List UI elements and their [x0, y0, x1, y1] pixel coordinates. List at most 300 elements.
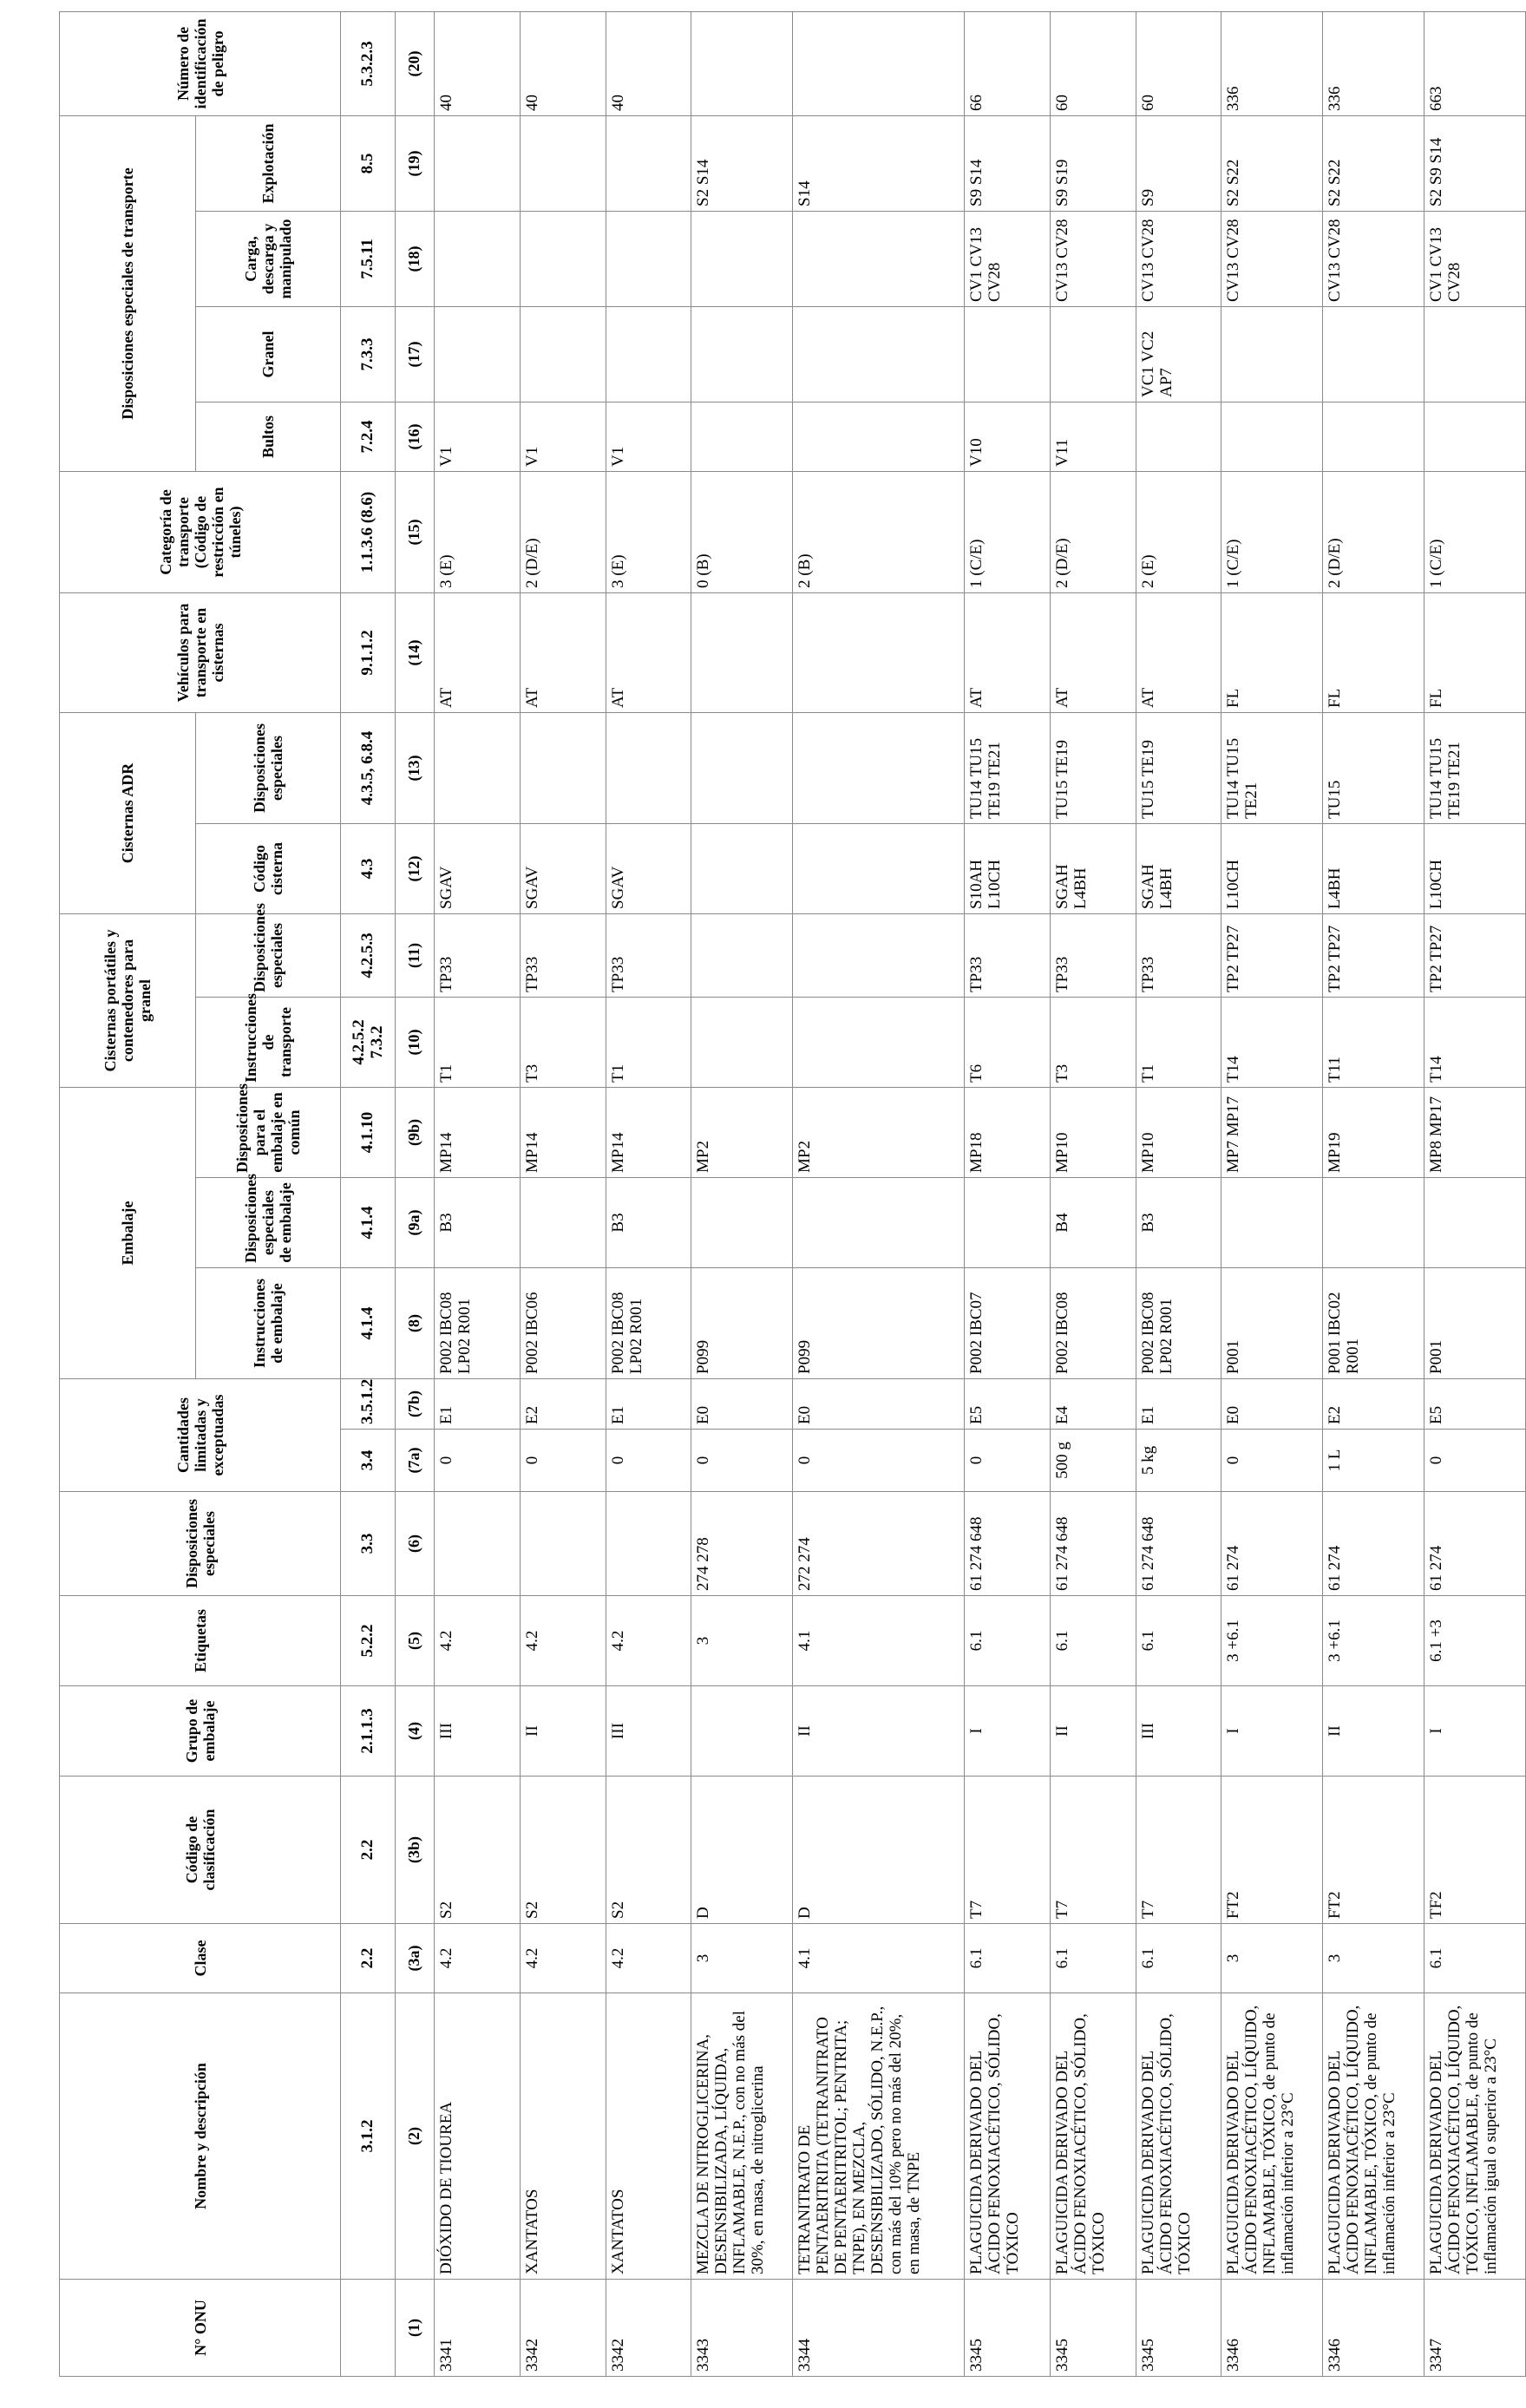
table-cell: S9 — [1136, 115, 1221, 211]
table-cell: 272 274 — [793, 1492, 965, 1596]
header-etiquetas: Etiquetas — [60, 1596, 341, 1686]
table-cell: 500 g — [1050, 1430, 1136, 1492]
table-cell — [691, 306, 793, 402]
table-cell — [691, 402, 793, 471]
table-cell: II — [1050, 1686, 1136, 1777]
table-cell: I — [964, 1686, 1050, 1777]
table-cell: 3346 — [1323, 2280, 1424, 2377]
table-cell: 2 (E) — [1136, 471, 1221, 592]
table-cell: 3 — [1221, 1924, 1323, 1993]
header-embalaje-disp-especiales: Disposiciones especiales de embalaje — [196, 1178, 341, 1268]
table-cell: S2 S22 — [1323, 115, 1424, 211]
table-cell: TP33 — [606, 913, 691, 997]
table-cell: TP33 — [964, 913, 1050, 997]
table-cell: MP14 — [606, 1087, 691, 1177]
table-cell: L10CH — [1221, 823, 1323, 913]
table-cell: S2 S22 — [1221, 115, 1323, 211]
table-cell — [1424, 1178, 1526, 1268]
rotated-table-stage — [59, 18, 1501, 2377]
table-cell: 61 274 — [1323, 1492, 1424, 1596]
reference-cell: 4.2.5.3 — [341, 913, 396, 997]
table-cell: E1 — [606, 1379, 691, 1430]
table-cell: P001 — [1424, 1268, 1526, 1379]
table-cell: B3 — [434, 1178, 520, 1268]
table-cell: PLAGUICIDA DERIVADO DEL ÁCIDO FENOXIACÉTICO, LÍQUIDO, INFLAMABLE, TÓXICO, de punto de inflamación inferior a 23°C — [1221, 1993, 1323, 2280]
column-number-cell: (1) — [395, 2280, 434, 2377]
table-cell: P002 IBC08 — [1050, 1268, 1136, 1379]
table-cell: CV13 CV28 — [1136, 211, 1221, 306]
column-number-cell: (3b) — [395, 1777, 434, 1924]
table-cell: TP33 — [520, 913, 606, 997]
table-cell: SGAV — [606, 823, 691, 913]
header-cisternas-portatiles: Cisternas portátiles y contenedores para granel — [60, 913, 196, 1087]
table-cell — [793, 997, 965, 1087]
table-cell: T1 — [434, 997, 520, 1087]
table-cell — [793, 1178, 965, 1268]
table-cell: 336 — [1221, 11, 1323, 115]
table-cell: FT2 — [1323, 1777, 1424, 1924]
table-cell: P099 — [691, 1268, 793, 1379]
table-cell: 2 (D/E) — [520, 471, 606, 592]
table-cell: 1 (C/E) — [964, 471, 1050, 592]
table-cell: 40 — [434, 11, 520, 115]
table-cell: 0 — [964, 1430, 1050, 1492]
reference-cell: 4.2.5.2 7.3.2 — [341, 997, 396, 1087]
table-cell: 0 (B) — [691, 471, 793, 592]
reference-cell: 5.3.2.3 — [341, 11, 396, 115]
table-cell: T14 — [1221, 997, 1323, 1087]
table-cell: 3342 — [520, 2280, 606, 2377]
table-cell: 4.2 — [606, 1596, 691, 1686]
table-cell: CV13 CV28 — [1323, 211, 1424, 306]
table-cell: E0 — [1221, 1379, 1323, 1430]
column-number-cell: (18) — [395, 211, 434, 306]
table-cell: TU14 TU15 TE21 — [1221, 712, 1323, 823]
reference-cell: 4.1.4 — [341, 1178, 396, 1268]
table-cell: 0 — [1221, 1430, 1323, 1492]
table-cell: T7 — [964, 1777, 1050, 1924]
table-cell: S14 — [793, 115, 965, 211]
table-cell: 336 — [1323, 11, 1424, 115]
table-cell: MP10 — [1136, 1087, 1221, 1177]
reference-cell: 5.2.2 — [341, 1596, 396, 1686]
table-cell — [606, 306, 691, 402]
table-cell — [964, 306, 1050, 402]
table-cell: P099 — [793, 1268, 965, 1379]
reference-cell: 7.3.3 — [341, 306, 396, 402]
table-cell — [1424, 306, 1526, 402]
table-cell: FL — [1323, 592, 1424, 712]
column-number-cell: (9b) — [395, 1087, 434, 1177]
table-cell: MP18 — [964, 1087, 1050, 1177]
column-number-cell: (4) — [395, 1686, 434, 1777]
table-cell — [520, 712, 606, 823]
header-disposiciones-especiales: Disposiciones especiales — [60, 1492, 341, 1596]
table-cell: P002 IBC08 LP02 R001 — [434, 1268, 520, 1379]
table-cell: 3 (E) — [434, 471, 520, 592]
table-cell: 663 — [1424, 11, 1526, 115]
table-cell: 3342 — [606, 2280, 691, 2377]
reference-cell: 8.5 — [341, 115, 396, 211]
header-adr-disposiciones: Disposiciones especiales — [196, 712, 341, 823]
table-cell: 4.2 — [434, 1596, 520, 1686]
table-cell — [1323, 306, 1424, 402]
table-cell: T7 — [1136, 1777, 1221, 1924]
table-cell: 40 — [606, 11, 691, 115]
table-cell: TP2 TP27 — [1424, 913, 1526, 997]
column-number-cell: (11) — [395, 913, 434, 997]
header-explotacion: Explotación — [196, 115, 341, 211]
table-cell: E0 — [793, 1379, 965, 1430]
table-row — [1221, 11, 1323, 2376]
table-cell — [793, 306, 965, 402]
header-clase: Clase — [60, 1924, 341, 1993]
table-cell: V1 — [606, 402, 691, 471]
table-cell: TU14 TU15 TE19 TE21 — [964, 712, 1050, 823]
reference-cell: 4.1.10 — [341, 1087, 396, 1177]
table-cell: 2 (D/E) — [1050, 471, 1136, 592]
table-cell — [691, 997, 793, 1087]
table-cell: TU15 TE19 — [1136, 712, 1221, 823]
table-cell: TP2 TP27 — [1323, 913, 1424, 997]
reference-cell: 2.2 — [341, 1777, 396, 1924]
table-cell: T3 — [1050, 997, 1136, 1087]
table-cell: AT — [964, 592, 1050, 712]
table-cell: E1 — [434, 1379, 520, 1430]
column-number-cell: (20) — [395, 11, 434, 115]
header-cantidades: Cantidades limitadas y exceptuadas — [60, 1379, 341, 1492]
table-cell: T3 — [520, 997, 606, 1087]
table-cell — [691, 823, 793, 913]
table-cell — [691, 1686, 793, 1777]
table-cell: D — [793, 1777, 965, 1924]
table-cell — [434, 1492, 520, 1596]
header-carga: Carga, descarga y manipulado — [196, 211, 341, 306]
table-cell: III — [1136, 1686, 1221, 1777]
table-row — [691, 11, 793, 2376]
table-cell: MP10 — [1050, 1087, 1136, 1177]
table-cell: T6 — [964, 997, 1050, 1087]
table-cell: SGAH L4BH — [1136, 823, 1221, 913]
table-cell — [793, 211, 965, 306]
table-cell: TU14 TU15 TE19 TE21 — [1424, 712, 1526, 823]
column-number-cell: (15) — [395, 471, 434, 592]
table-cell — [434, 115, 520, 211]
table-cell: 4.2 — [606, 1924, 691, 1993]
table-cell: II — [1323, 1686, 1424, 1777]
table-cell: I — [1424, 1686, 1526, 1777]
table-cell: MP7 MP17 — [1221, 1087, 1323, 1177]
table-cell: 61 274 648 — [1050, 1492, 1136, 1596]
table-cell: 0 — [793, 1430, 965, 1492]
column-number-cell: (12) — [395, 823, 434, 913]
table-cell — [793, 592, 965, 712]
table-cell: III — [434, 1686, 520, 1777]
table-cell — [1221, 1178, 1323, 1268]
header-cp-instrucciones: Instrucciones de transporte — [196, 997, 341, 1087]
table-cell: S9 S14 — [964, 115, 1050, 211]
table-cell: 2 (D/E) — [1323, 471, 1424, 592]
table-cell: E2 — [1323, 1379, 1424, 1430]
table-cell: MEZCLA DE NITROGLICERINA, DESENSIBILIZADA, LÍQUIDA, INFLAMABLE, N.E.P., con no más del 30%, en masa, de nitroglicerina — [691, 1993, 793, 2280]
table-cell: T11 — [1323, 997, 1424, 1087]
table-cell: 3 (E) — [606, 471, 691, 592]
table-cell: MP2 — [793, 1087, 965, 1177]
table-cell: V1 — [434, 402, 520, 471]
column-number-cell: (7b) — [395, 1379, 434, 1430]
table-cell: AT — [434, 592, 520, 712]
table-row — [1424, 11, 1526, 2376]
header-disp-transporte: Disposiciones especiales de transporte — [60, 115, 196, 471]
reference-cell: 7.2.4 — [341, 402, 396, 471]
table-row — [434, 11, 520, 2376]
table-row — [520, 11, 606, 2376]
table-cell: E5 — [1424, 1379, 1526, 1430]
table-cell: 4.2 — [434, 1924, 520, 1993]
table-cell: AT — [520, 592, 606, 712]
table-cell: FL — [1221, 592, 1323, 712]
table-cell: P002 IBC08 LP02 R001 — [606, 1268, 691, 1379]
table-cell — [793, 712, 965, 823]
table-cell: TP2 TP27 — [1221, 913, 1323, 997]
table-cell: PLAGUICIDA DERIVADO DEL ÁCIDO FENOXIACÉTICO, SÓLIDO, TÓXICO — [1050, 1993, 1136, 2280]
table-cell: E1 — [1136, 1379, 1221, 1430]
reference-cell: 3.3 — [341, 1492, 396, 1596]
table-row — [1323, 11, 1424, 2376]
table-cell: 4.1 — [793, 1596, 965, 1686]
table-cell: B3 — [1136, 1178, 1221, 1268]
table-cell: 6.1 — [1424, 1924, 1526, 1993]
table-cell: 1 (C/E) — [1424, 471, 1526, 592]
table-cell: 4.2 — [520, 1596, 606, 1686]
table-cell: P002 IBC06 — [520, 1268, 606, 1379]
table-row — [793, 11, 965, 2376]
header-peligro: Número de identificación de peligro — [60, 11, 341, 115]
header-categoria: Categoría de transporte (Código de restricción en túneles) — [60, 471, 341, 592]
table-cell: 0 — [1424, 1430, 1526, 1492]
table-cell: T14 — [1424, 997, 1526, 1087]
table-cell: 4.2 — [520, 1924, 606, 1993]
column-number-row — [395, 11, 434, 2376]
table-cell: 6.1 — [1136, 1596, 1221, 1686]
table-cell: L4BH — [1323, 823, 1424, 913]
table-cell: B3 — [606, 1178, 691, 1268]
table-cell — [1323, 1178, 1424, 1268]
table-cell — [606, 115, 691, 211]
header-adr-codigo: Código cisterna — [196, 823, 341, 913]
column-number-cell: (2) — [395, 1993, 434, 2280]
column-number-cell: (5) — [395, 1596, 434, 1686]
table-cell — [520, 1178, 606, 1268]
column-number-cell: (7a) — [395, 1430, 434, 1492]
table-cell: DIÓXIDO DE TIOUREA — [434, 1993, 520, 2280]
table-cell — [793, 11, 965, 115]
table-cell: XANTATOS — [520, 1993, 606, 2280]
table-cell: TF2 — [1424, 1777, 1526, 1924]
table-cell: TP33 — [1136, 913, 1221, 997]
table-cell — [691, 592, 793, 712]
table-cell: 1 (C/E) — [1221, 471, 1323, 592]
reference-cell — [341, 2280, 396, 2377]
table-cell: CV1 CV13 CV28 — [964, 211, 1050, 306]
reference-cell: 1.1.3.6 (8.6) — [341, 471, 396, 592]
table-cell: S2 S9 S14 — [1424, 115, 1526, 211]
table-cell: E5 — [964, 1379, 1050, 1430]
table-cell: AT — [1050, 592, 1136, 712]
reference-cell: 9.1.1.2 — [341, 592, 396, 712]
table-cell: SGAV — [520, 823, 606, 913]
table-cell: E2 — [520, 1379, 606, 1430]
table-cell — [520, 306, 606, 402]
header-nombre: Nombre y descripción — [60, 1993, 341, 2280]
table-cell: TU15 TE19 — [1050, 712, 1136, 823]
table-cell: 3347 — [1424, 2280, 1526, 2377]
table-cell: E4 — [1050, 1379, 1136, 1430]
table-cell — [1424, 402, 1526, 471]
table-cell: P001 IBC02 R001 — [1323, 1268, 1424, 1379]
column-number-cell: (13) — [395, 712, 434, 823]
table-cell: 3 — [691, 1596, 793, 1686]
table-cell — [793, 913, 965, 997]
table-cell: 60 — [1136, 11, 1221, 115]
column-number-cell: (17) — [395, 306, 434, 402]
table-cell: II — [793, 1686, 965, 1777]
table-cell: L10CH — [1424, 823, 1526, 913]
table-cell: I — [1221, 1686, 1323, 1777]
table-cell — [691, 712, 793, 823]
table-cell: S2 — [520, 1777, 606, 1924]
table-cell: III — [606, 1686, 691, 1777]
column-number-cell: (14) — [395, 592, 434, 712]
table-cell — [520, 211, 606, 306]
table-cell: 0 — [691, 1430, 793, 1492]
table-cell: V10 — [964, 402, 1050, 471]
table-cell — [793, 402, 965, 471]
table-cell: MP8 MP17 — [1424, 1087, 1526, 1177]
table-cell: E0 — [691, 1379, 793, 1430]
table-cell: 3345 — [1136, 2280, 1221, 2377]
table-cell: SGAV — [434, 823, 520, 913]
table-cell: S9 S19 — [1050, 115, 1136, 211]
table-cell: II — [520, 1686, 606, 1777]
header-cisternas-adr: Cisternas ADR — [60, 712, 196, 913]
table-cell: S2 S14 — [691, 115, 793, 211]
table-cell: CV13 CV28 — [1050, 211, 1136, 306]
table-cell — [434, 211, 520, 306]
table-cell — [691, 11, 793, 115]
header-onu: N° ONU — [60, 2280, 341, 2377]
reference-cell: 7.5.11 — [341, 211, 396, 306]
table-cell — [520, 115, 606, 211]
table-cell — [691, 1178, 793, 1268]
table-cell: SGAH L4BH — [1050, 823, 1136, 913]
table-cell: TU15 — [1323, 712, 1424, 823]
table-cell — [1221, 306, 1323, 402]
column-number-cell: (6) — [395, 1492, 434, 1596]
table-cell: XANTATOS — [606, 1993, 691, 2280]
table-cell: 3 +6.1 — [1221, 1596, 1323, 1686]
dangerous-goods-table — [59, 11, 1526, 2377]
table-body — [341, 11, 1526, 2376]
table-cell: AT — [1136, 592, 1221, 712]
table-cell: 4.1 — [793, 1924, 965, 1993]
header-embalaje-instrucciones: Instrucciones de embalaje — [196, 1268, 341, 1379]
table-cell — [1323, 402, 1424, 471]
table-cell: 3345 — [964, 2280, 1050, 2377]
table-cell: V1 — [520, 402, 606, 471]
table-cell — [1221, 402, 1323, 471]
header-codigo-clasificacion: Código de clasificación — [60, 1777, 341, 1924]
table-cell: FT2 — [1221, 1777, 1323, 1924]
table-cell: 6.1 +3 — [1424, 1596, 1526, 1686]
table-cell: FL — [1424, 592, 1526, 712]
table-cell: P001 — [1221, 1268, 1323, 1379]
table-cell — [606, 1492, 691, 1596]
table-cell: 3343 — [691, 2280, 793, 2377]
table-cell: MP14 — [520, 1087, 606, 1177]
table-cell: 6.1 — [1050, 1596, 1136, 1686]
table-row — [606, 11, 691, 2376]
table-cell — [793, 823, 965, 913]
table-cell: 0 — [434, 1430, 520, 1492]
table-cell: B4 — [1050, 1178, 1136, 1268]
table-cell: 66 — [964, 11, 1050, 115]
table-cell — [691, 211, 793, 306]
table-cell: 61 274 648 — [964, 1492, 1050, 1596]
table-cell — [1050, 306, 1136, 402]
reference-cell: 4.3 — [341, 823, 396, 913]
table-cell: 6.1 — [964, 1596, 1050, 1686]
table-cell: 6.1 — [964, 1924, 1050, 1993]
table-cell — [691, 913, 793, 997]
reference-cell: 3.1.2 — [341, 1993, 396, 2280]
table-cell: 3345 — [1050, 2280, 1136, 2377]
table-cell: 3 +6.1 — [1323, 1596, 1424, 1686]
table-cell — [520, 1492, 606, 1596]
table-cell: 2 (B) — [793, 471, 965, 592]
header-grupo-embalaje: Grupo de embalaje — [60, 1686, 341, 1777]
table-cell: 0 — [606, 1430, 691, 1492]
table-cell: PLAGUICIDA DERIVADO DEL ÁCIDO FENOXIACÉTICO, SÓLIDO, TÓXICO — [964, 1993, 1050, 2280]
table-cell — [1136, 402, 1221, 471]
table-cell: 61 274 — [1221, 1492, 1323, 1596]
table-cell: P002 IBC08 LP02 R001 — [1136, 1268, 1221, 1379]
table-cell: TETRANITRATO DE PENTAERITRITA (TETRANITRATO DE PENTAERITRITOL; PENTRITA; TNPE), EN MEZCLA, DESENSIBILIZADO, SÓLIDO, N.E.P., con más del 10% pero no más del 20%, en masa, de TNPE — [793, 1993, 965, 2280]
table-cell — [964, 1178, 1050, 1268]
column-number-cell: (9a) — [395, 1178, 434, 1268]
reference-cell: 3.5.1.2 — [341, 1379, 396, 1430]
table-cell: CV13 CV28 — [1221, 211, 1323, 306]
table-cell: 60 — [1050, 11, 1136, 115]
column-number-cell: (19) — [395, 115, 434, 211]
table-cell: T1 — [1136, 997, 1221, 1087]
table-cell: T7 — [1050, 1777, 1136, 1924]
table-cell: AT — [606, 592, 691, 712]
table-cell — [606, 211, 691, 306]
reference-cell: 2.2 — [341, 1924, 396, 1993]
table-cell: MP14 — [434, 1087, 520, 1177]
column-number-cell: (10) — [395, 997, 434, 1087]
table-cell: CV1 CV13 CV28 — [1424, 211, 1526, 306]
table-cell: 3 — [1323, 1924, 1424, 1993]
header-embalaje: Embalaje — [60, 1087, 196, 1378]
reference-cell: 4.1.4 — [341, 1268, 396, 1379]
table-cell: MP19 — [1323, 1087, 1424, 1177]
table-row — [1050, 11, 1136, 2376]
column-number-cell: (8) — [395, 1268, 434, 1379]
table-cell: 3 — [691, 1924, 793, 1993]
table-cell: 61 274 — [1424, 1492, 1526, 1596]
